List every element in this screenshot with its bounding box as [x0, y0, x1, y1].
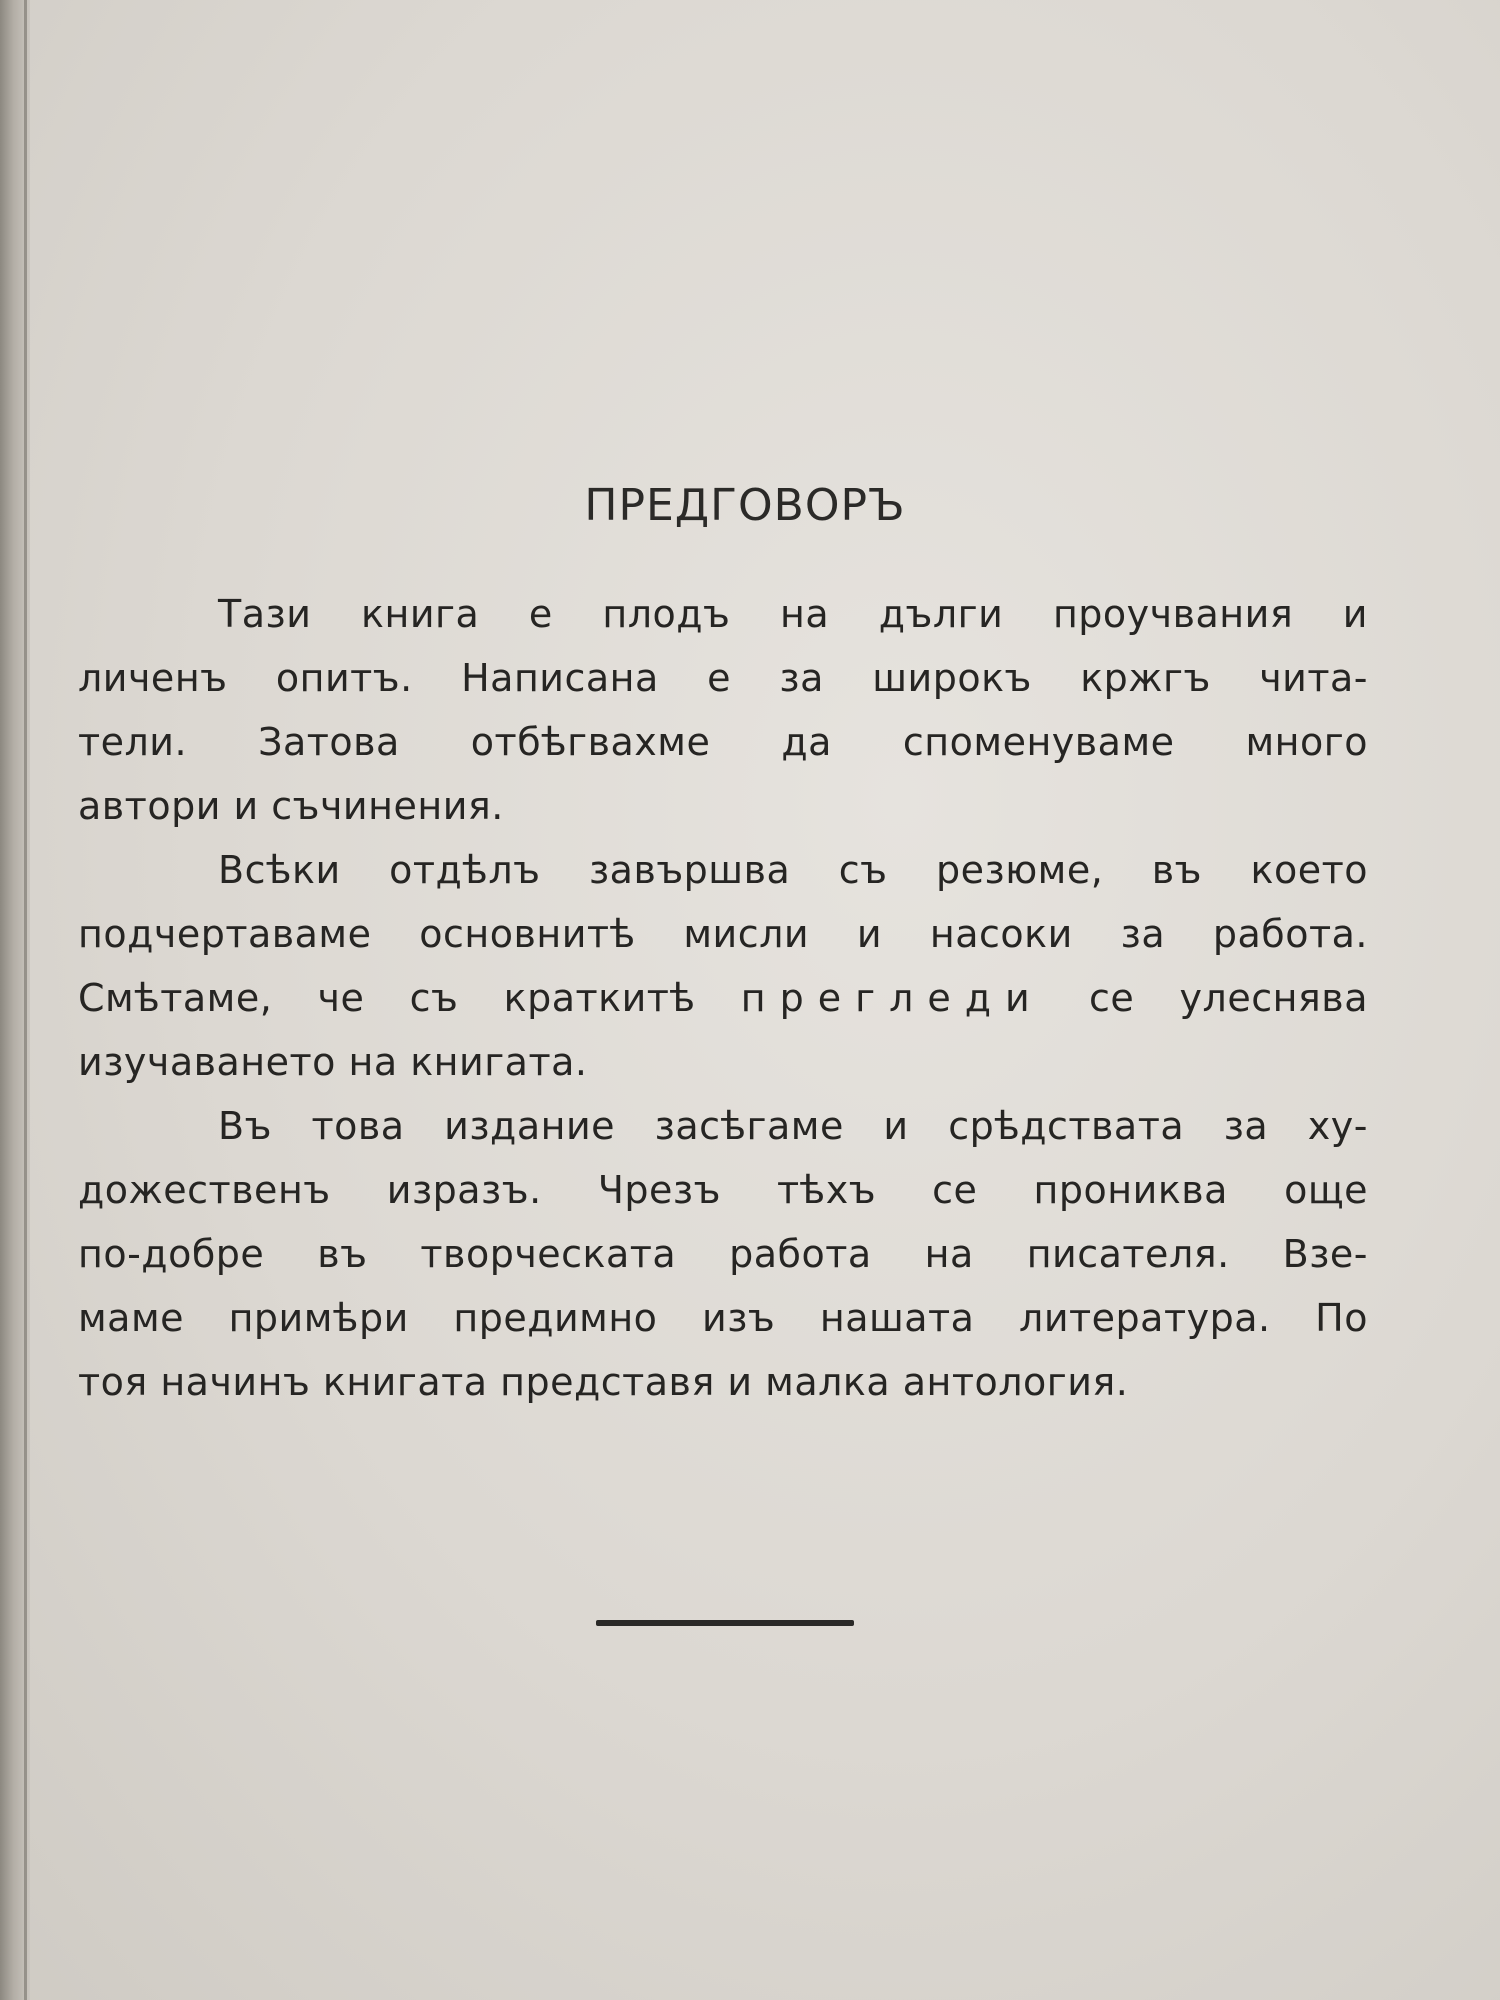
- paragraph-2: [78, 838, 1368, 1094]
- text-line: тели. Затова отбѣгвахме да споменуваме много: [78, 720, 1368, 764]
- closing-rule: [596, 1620, 854, 1626]
- binding-edge: [24, 0, 27, 2000]
- text-segment: се улеснява: [1089, 976, 1368, 1020]
- paragraph-3: [78, 1094, 1368, 1414]
- spaced-emphasis: прегледи: [740, 976, 1044, 1020]
- text-line: по-добре въ творческата работа на писателя. Взе-: [78, 1232, 1368, 1276]
- paragraph-1: [78, 582, 1368, 838]
- text-line: подчертаваме основнитѣ мисли и насоки за работа.: [78, 912, 1368, 956]
- text-line: тоя начинъ книгата представя и малка антология.: [78, 1360, 1129, 1404]
- preface-text: [78, 582, 1368, 1414]
- text-line: Тази книга е плодъ на дълги проучвания и: [218, 592, 1368, 636]
- text-line: [78, 966, 1368, 1030]
- text-line: маме примѣри предимно изъ нашата литература. По: [78, 1296, 1368, 1340]
- text-line: дожественъ изразъ. Чрезъ тѣхъ се прониква още: [78, 1168, 1368, 1212]
- text-segment: Смѣтаме, че съ краткитѣ: [78, 976, 696, 1020]
- text-line: личенъ опитъ. Написана е за широкъ кржгъ чита-: [78, 656, 1368, 700]
- text-line: Всѣки отдѣлъ завършва съ резюме, въ което: [218, 848, 1368, 892]
- text-line: изучаването на книгата.: [78, 1040, 588, 1084]
- text-line: автори и съчинения.: [78, 784, 504, 828]
- text-line: Въ това издание засѣгаме и срѣдствата за ху-: [218, 1104, 1368, 1148]
- page-title: ПРЕДГОВОРЪ: [584, 480, 906, 531]
